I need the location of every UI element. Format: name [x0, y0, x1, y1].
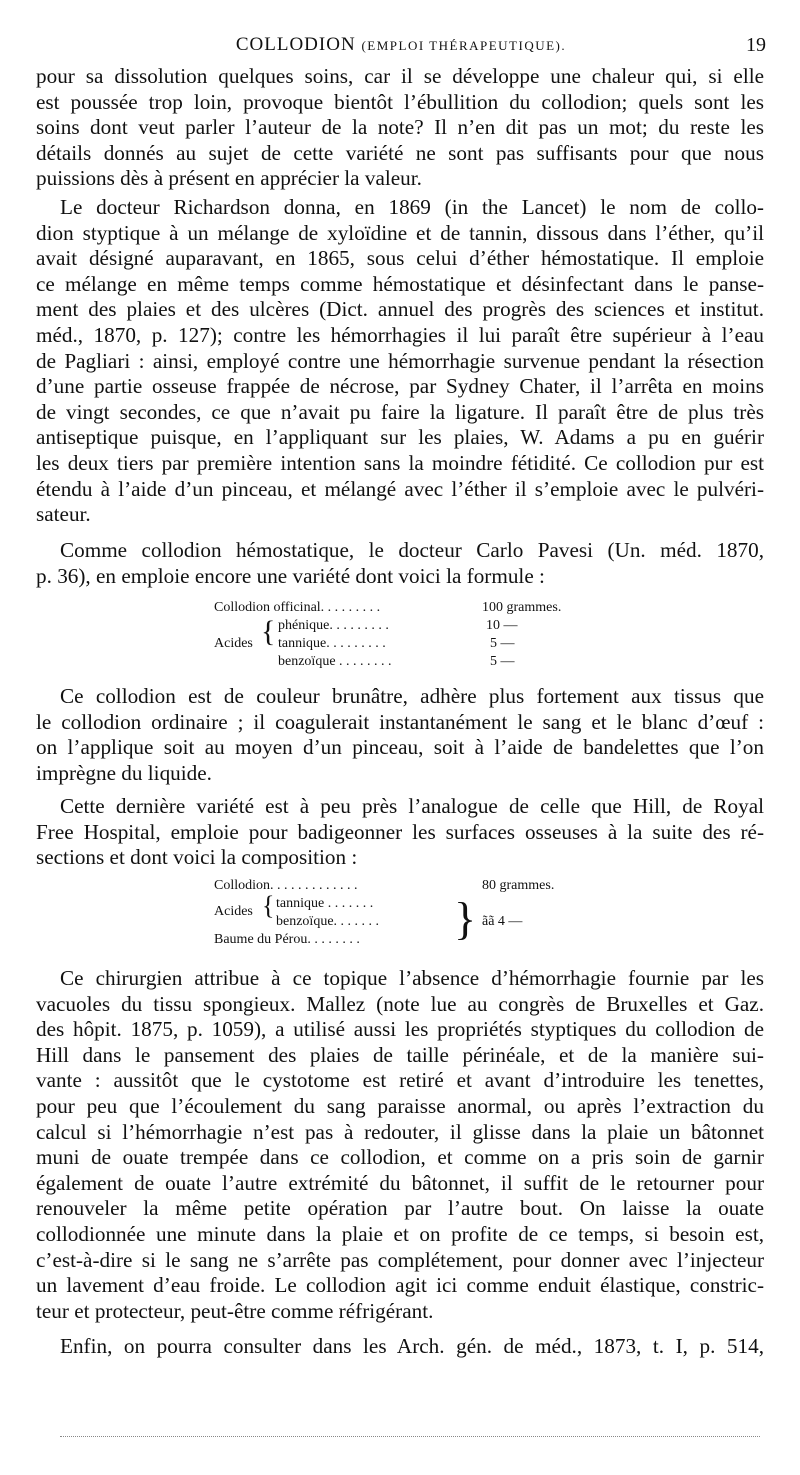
running-header — [36, 34, 766, 62]
text-line: méd., 1870, p. 127); contre les hémorrhagies il lui paraît être supérieur à l’eau — [36, 322, 764, 347]
text-line: Free Hospital, emploie pour badigeonner les surfaces osseuses à la suite des ré- — [36, 819, 764, 844]
formula-hill — [214, 878, 594, 950]
text-line: p. 36), en emploie encore une variété dont voici la formule : — [36, 563, 545, 588]
text-line: antiseptique puisque, en l’appliquant sur les plaies, W. Adams a pu en guérir — [36, 425, 764, 450]
text-line: Comme collodion hémostatique, le docteur Carlo Pavesi (Un. méd. 1870, — [60, 538, 764, 562]
text-line: les deux tiers par première intention sans la moindre fétidité. Ce collodion pur est — [36, 450, 764, 475]
text-line: Cette dernière variété est à peu près l’analogue de celle que Hill, de Royal — [60, 794, 764, 818]
text-line: ce mélange en même temps comme hémostatique et désinfectant dans le panse- — [36, 271, 764, 296]
text-line: sections et dont voici la composition : — [36, 845, 358, 870]
formula-ingredient: tannique . . . . . . . — [276, 896, 374, 911]
text-line: de Pagliari : ainsi, employé contre une hémorrhagie survenue pendant la résection — [36, 348, 764, 373]
text-line: de vingt secondes, ce que n’avait pu faire la ligature. Il paraît être de plus très — [36, 399, 764, 424]
text-line: ment des plaies et des ulcères (Dict. annuel des progrès des sciences et institut. — [36, 297, 764, 322]
text-line: soins dont veut parler l’auteur de la note? Il n’en dit pas un mot; du reste les — [36, 115, 764, 140]
paragraph-6 — [36, 966, 764, 1324]
text-line: c’est-à-dire si le sang ne s’arrête pas complétement, pour donner avec l’injecteur — [36, 1247, 764, 1272]
formula-pavesi — [214, 600, 594, 672]
text-line: pour sa dissolution quelques soins, car il se développe une chaleur qui, si elle — [36, 64, 764, 88]
text-line: est poussée trop loin, provoque bientôt l’ébullition du collodion; quels sont les — [36, 89, 764, 114]
text-line: Le docteur Richardson donna, en 1869 (in the Lancet) le nom de collo- — [60, 195, 764, 219]
paragraph-2 — [36, 195, 764, 528]
text-line: vacuoles du tissu spongieux. Mallez (note lue au congrès de Bruxelles et Gaz. — [36, 991, 764, 1016]
header-title-main: COLLODION — [235, 34, 356, 55]
text-line: détails donnés au sujet de cette variété ne sont pas suffisants pour que nous — [36, 140, 764, 165]
formula-group-label: Acides — [214, 636, 253, 651]
formula-quantity: 5 — — [490, 636, 515, 651]
text-line: renouveler la même petite opération par l’autre bout. On laisse la ouate — [36, 1196, 764, 1221]
formula-quantity: 80 grammes. — [482, 878, 555, 893]
formula-ingredient: benzoïque . . . . . . . . — [278, 654, 392, 669]
text-line: calcul si l’hémorrhagie n’est pas à redouter, il glisse dans la plaie un bâtonnet — [36, 1119, 764, 1144]
text-line: un lavement d’eau froide. Le collodion agit ici comme enduit élastique, constric- — [36, 1273, 764, 1298]
formula-ingredient: phénique. . . . . . . . . — [278, 618, 389, 633]
text-line: dion styptique à un mélange de xyloïdine et de tannin, dissous dans l’éther, qu’il — [36, 220, 764, 245]
paragraph-7 — [36, 1334, 764, 1360]
paragraph-4 — [36, 684, 764, 786]
text-line: Enfin, on pourra consulter dans les Arch. gén. de méd., 1873, t. I, p. 514, — [60, 1334, 764, 1358]
text-line: d’une partie osseuse frappée de nécrose, par Sydney Chater, il l’arrêta en moins — [36, 374, 764, 399]
bottom-rule — [60, 1436, 760, 1439]
text-line: le collodion ordinaire ; il coagulerait instantanément le sang et le blanc d’œuf : — [36, 709, 764, 734]
header-title-sub: (EMPLOI THÉRAPEUTIQUE). — [361, 38, 567, 53]
formula-ingredient: Collodion officinal. . . . . . . . . — [214, 600, 381, 615]
formula-ingredient: Baume du Pérou. . . . . . . . — [214, 932, 360, 947]
text-line: on l’applique soit au moyen d’un pinceau, soit à l’aide de bandelettes que l’on — [36, 735, 764, 760]
formula-quantity: ãã 4 — — [482, 914, 523, 929]
text-line: teur et protecteur, peut-être comme réfrigérant. — [36, 1298, 434, 1323]
text-line: sateur. — [36, 502, 91, 527]
text-line: collodionnée une minute dans la plaie et on profite de ce temps, si besoin est, — [36, 1221, 764, 1246]
text-line: avait désigné auparavant, en 1865, sous celui d’éther hémostatique. Il emploie — [36, 246, 764, 271]
formula-ingredient: tannique. . . . . . . . . — [278, 636, 386, 651]
text-line: imprègne du liquide. — [36, 760, 212, 785]
formula-group-label: Acides — [214, 904, 253, 919]
text-line: vante : aussitôt que le cystotome est retiré et avant d’introduire les tenettes, — [36, 1068, 764, 1093]
text-line: Ce chirurgien attribue à ce topique l’absence d’hémorrhagie fournie par les — [60, 966, 764, 990]
page-number: 19 — [746, 34, 766, 56]
text-line: pour peu que l’écoulement du sang paraisse anormal, ou après l’extraction du — [36, 1093, 764, 1118]
paragraph-3 — [36, 538, 764, 589]
brace-icon: { — [262, 891, 275, 920]
brace-icon: { — [261, 615, 276, 648]
formula-ingredient: Collodion. . . . . . . . . . . . . — [214, 878, 358, 893]
text-line: étendu à l’aide d’un pinceau, et mélangé avec l’éther il s’emploie avec le pulvéri- — [36, 476, 764, 501]
paragraph-1 — [36, 64, 764, 192]
header-title — [36, 34, 766, 56]
text-line: également de ouate l’autre extrémité du bâtonnet, il suffit de le retourner pour — [36, 1170, 764, 1195]
text-line: Hill dans le pansement des plaies de taille périnéale, et de la manière sui- — [36, 1042, 764, 1067]
formula-quantity: 10 — — [486, 618, 518, 633]
text-line: puissions dès à présent en apprécier la valeur. — [36, 166, 422, 191]
formula-quantity: 5 — — [490, 654, 515, 669]
text-line: des hôpit. 1875, p. 1059), a utilisé aussi les propriétés styptiques du collodion de — [36, 1017, 764, 1042]
formula-ingredient: benzoïque. . . . . . . — [276, 914, 380, 929]
paragraph-5 — [36, 794, 764, 871]
formula-quantity: 100 grammes. — [482, 600, 562, 615]
text-line: Ce collodion est de couleur brunâtre, adhère plus fortement aux tissus que — [60, 684, 764, 708]
text-line: muni de ouate trempée dans ce collodion, et comme on a pris soin de garnir — [36, 1145, 764, 1170]
brace-icon: } — [454, 893, 477, 944]
